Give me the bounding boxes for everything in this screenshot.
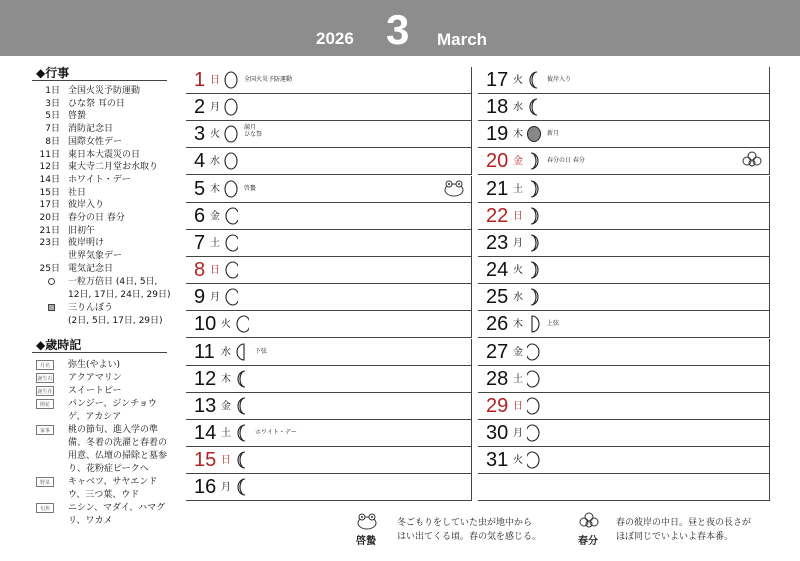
day-number: 29 [486, 394, 509, 417]
saijiki-text: ニシン、マダイ、ハマグリ、ワカメ [68, 503, 166, 526]
day-row[interactable] [478, 121, 770, 148]
moon-phase-icon [527, 315, 541, 333]
saijiki-title: ◆歳時記 [36, 338, 82, 352]
day-row[interactable] [186, 311, 472, 338]
footer-left-line1: 冬ごもりをしていた虫が地中から [397, 518, 533, 528]
moon-phase-icon [224, 261, 238, 279]
month-number: 3 [386, 6, 410, 53]
weekday-label: 金 [210, 210, 220, 222]
event-text: ひな祭 耳の日 [68, 98, 125, 109]
weekday-label: 木 [513, 319, 523, 331]
day-number: 24 [486, 259, 509, 282]
weekday-label: 木 [210, 183, 220, 195]
flower-icon [741, 151, 763, 169]
moon-phase-icon [527, 451, 541, 469]
day-row[interactable] [186, 420, 472, 447]
day-row[interactable] [186, 148, 472, 175]
day-number: 4 [194, 150, 206, 173]
day-number: 15 [194, 449, 217, 472]
saijiki-tag: 家事 [36, 425, 54, 435]
frog-icon [443, 179, 465, 197]
weekday-label: 木 [221, 373, 231, 385]
footer-left-label: 啓蟄 [356, 536, 376, 547]
mark-row [32, 276, 172, 289]
day-number: 12 [194, 367, 217, 390]
weekday-label: 火 [513, 455, 523, 467]
event-row [32, 98, 172, 111]
event-day: 5日 [45, 111, 60, 122]
moon-phase-icon [527, 152, 541, 170]
day-row[interactable] [478, 447, 770, 474]
moon-phase-icon [235, 424, 249, 442]
day-row[interactable] [478, 176, 770, 203]
day-row[interactable] [478, 148, 770, 175]
day-number: 20 [486, 150, 509, 173]
event-day: 23日 [39, 238, 60, 249]
event-day: 3日 [45, 98, 60, 109]
event-day: 25日 [39, 263, 60, 274]
day-row[interactable] [186, 203, 472, 230]
moon-phase-icon [224, 288, 238, 306]
event-row [32, 212, 172, 225]
day-number: 31 [486, 449, 509, 472]
weekday-label: 水 [210, 156, 220, 168]
weekday-label: 日 [513, 400, 523, 412]
day-row[interactable] [186, 176, 472, 203]
saijiki-text: パンジー、ジンチョウゲ、アカシア [68, 399, 157, 422]
event-text: 電気記念日 [68, 263, 114, 274]
moon-phase-icon [224, 180, 238, 198]
moon-phase-icon [235, 451, 249, 469]
day-number: 21 [486, 177, 509, 200]
weekday-label: 金 [513, 346, 523, 358]
moon-phase-icon [527, 370, 541, 388]
event-text: 東日本大震災の日 [68, 149, 141, 160]
event-text: 彼岸明け [68, 238, 105, 249]
frog-icon [356, 512, 378, 530]
saijiki-text: アクアマリン [68, 373, 122, 383]
mark-line1: 一粒万倍日 (4日, 5日, [68, 277, 158, 287]
day-number: 13 [194, 394, 217, 417]
event-text: 全国火災予防運動 [68, 86, 141, 96]
day-row[interactable] [478, 339, 770, 366]
moon-phase-icon [224, 234, 238, 252]
day-row[interactable] [186, 393, 472, 420]
day-number: 28 [486, 367, 509, 390]
saijiki-tag: 月名 [36, 360, 54, 370]
day-note: ホワイト・デー [255, 428, 297, 436]
day-row[interactable] [478, 67, 770, 94]
day-number: 1 [194, 69, 206, 91]
moon-phase-icon [527, 98, 541, 116]
event-text: ホワイト・デー [68, 174, 131, 185]
weekday-label: 日 [210, 75, 220, 86]
day-row[interactable] [478, 393, 770, 420]
moon-phase-icon [527, 397, 541, 415]
moon-phase-icon [224, 207, 238, 225]
weekday-label: 月 [210, 292, 220, 304]
moon-phase-icon [527, 207, 541, 225]
event-day: 11日 [39, 149, 60, 160]
event-row [32, 199, 172, 212]
day-number: 5 [194, 177, 206, 200]
saijiki-text: キャベツ、サヤエンドウ、三つ葉、ウド [68, 477, 158, 500]
event-row [32, 85, 172, 98]
day-number: 22 [486, 204, 509, 227]
saijiki-tag: 旬魚 [36, 503, 54, 513]
event-row [32, 187, 172, 200]
event-text: 東大寺二月堂お水取り [68, 162, 159, 173]
weekday-label: 土 [513, 183, 523, 195]
day-number: 11 [194, 340, 215, 363]
weekday-label: 火 [513, 265, 523, 277]
event-row [32, 225, 172, 238]
day-row[interactable] [186, 474, 472, 501]
day-number: 3 [194, 123, 206, 146]
events-divider [32, 80, 167, 81]
weekday-label: 日 [513, 210, 523, 222]
saijiki-divider [32, 352, 167, 353]
day-number: 16 [194, 476, 217, 499]
weekday-label: 月 [210, 102, 220, 114]
day-number: 8 [194, 259, 206, 282]
day-number: 30 [486, 421, 509, 444]
saijiki-tag: 開花 [36, 399, 54, 409]
moon-phase-icon [527, 288, 541, 306]
mark-line1: 三りんぼう [68, 303, 114, 313]
events-title: ◆行事 [36, 66, 70, 80]
circle-mark-icon [48, 278, 55, 285]
day-note: 上弦 [547, 320, 560, 328]
day-row[interactable] [186, 121, 472, 148]
mark-line2: 12日, 17日, 24日, 29日) [68, 290, 171, 300]
day-row[interactable] [478, 203, 770, 230]
day-row[interactable] [478, 94, 770, 121]
moon-phase-icon [527, 71, 541, 89]
day-note: 彼岸入り [547, 76, 572, 83]
day-row[interactable] [186, 447, 472, 474]
moon-phase-icon [235, 478, 249, 496]
day-note: 下弦 [255, 347, 268, 355]
event-text: 社日 [68, 187, 87, 198]
mark-line2: (2日, 5日, 17日, 29日) [68, 316, 163, 326]
event-text: 世界気象デー [68, 251, 123, 262]
flower-icon [578, 512, 600, 530]
day-row[interactable] [186, 94, 472, 121]
moon-phase-icon [235, 397, 249, 415]
weekday-label: 水 [513, 102, 523, 114]
saijiki-text: 桃の節句、進入学の準備、冬着の洗濯と春着の用意、仏壇の掃除と墓参り、花粉症ピークへ [68, 425, 168, 474]
header-band [0, 0, 800, 56]
saijiki-text: 弥生(やよい) [68, 360, 121, 370]
event-row [32, 136, 172, 149]
event-row [32, 149, 172, 162]
event-row [32, 174, 172, 187]
weekday-label: 火 [210, 129, 220, 141]
weekday-label: 土 [221, 427, 231, 439]
weekday-label: 土 [210, 237, 220, 249]
day-number: 7 [194, 231, 206, 254]
footer-left-line2: はい出てくる頃。春の気を感じる。 [397, 532, 542, 542]
event-day: 12日 [39, 162, 60, 173]
moon-phase-icon [235, 315, 249, 333]
day-number: 27 [486, 340, 509, 363]
day-number: 10 [194, 313, 217, 336]
event-day: 1日 [45, 86, 60, 96]
day-number: 23 [486, 231, 509, 254]
day-note: 満月 ひな祭 [244, 124, 263, 139]
day-number: 25 [486, 286, 509, 309]
event-row [32, 237, 172, 250]
day-note: 春分の日 春分 [547, 157, 585, 165]
day-row[interactable] [478, 284, 770, 311]
day-row[interactable] [478, 230, 770, 257]
event-text: 春分の日 春分 [68, 213, 125, 223]
moon-phase-icon [224, 125, 238, 143]
weekday-label: 金 [513, 156, 523, 168]
mark-row-cont [32, 315, 172, 328]
weekday-label: 月 [513, 427, 523, 439]
month-name: March [437, 30, 488, 49]
event-day: 17日 [39, 200, 60, 211]
day-row[interactable] [478, 366, 770, 393]
saijiki-tag: 誕生石 [36, 373, 54, 383]
weekday-label: 日 [210, 265, 220, 277]
day-note: 啓蟄 [244, 184, 257, 192]
day-row[interactable] [186, 366, 472, 393]
moon-phase-icon [527, 424, 541, 442]
event-text: 消防記念日 [68, 124, 114, 135]
day-row[interactable] [186, 230, 472, 257]
event-day: 15日 [39, 187, 60, 198]
weekday-label: 日 [221, 455, 231, 467]
day-row[interactable] [186, 257, 472, 284]
day-number: 6 [194, 204, 206, 227]
event-day: 21日 [39, 225, 60, 236]
event-text: 彼岸入り [68, 200, 105, 211]
day-row[interactable] [186, 339, 472, 366]
moon-phase-icon [527, 343, 541, 361]
day-row[interactable] [478, 420, 770, 447]
event-day: 14日 [39, 174, 60, 185]
day-number: 2 [194, 96, 206, 119]
moon-phase-icon [527, 234, 541, 252]
saijiki-tag: 野菜 [36, 477, 54, 487]
day-number: 26 [486, 313, 509, 336]
day-row[interactable] [478, 311, 770, 338]
footer-right-line1: 春の彼岸の中日。昼と夜の長さが [616, 518, 752, 528]
square-mark-icon [48, 304, 55, 311]
event-row [32, 110, 172, 123]
event-row [32, 250, 172, 263]
day-number: 9 [194, 286, 206, 309]
weekday-label: 水 [221, 346, 231, 358]
day-note: 全国火災予防運動 [244, 76, 293, 83]
day-number: 14 [194, 421, 217, 444]
mark-row-cont [32, 289, 172, 302]
moon-phase-icon [527, 180, 541, 198]
event-text: 国際女性デー [68, 136, 123, 147]
moon-phase-icon [235, 370, 249, 388]
footer-right-line2: ほぼ同じでいよいよ春本番。 [616, 532, 734, 542]
day-row[interactable] [478, 257, 770, 284]
weekday-label: 月 [513, 237, 523, 249]
event-row [32, 161, 172, 174]
weekday-label: 火 [221, 319, 231, 331]
event-day: 7日 [45, 124, 60, 135]
year-label: 2026 [316, 29, 354, 48]
saijiki-tag: 誕生花 [36, 386, 54, 396]
moon-phase-icon [224, 98, 238, 116]
weekday-label: 月 [221, 482, 231, 494]
weekday-label: 木 [513, 129, 523, 141]
weekday-label: 火 [513, 75, 523, 86]
day-row[interactable] [186, 67, 472, 94]
mark-row [32, 302, 172, 315]
event-day: 20日 [39, 213, 60, 223]
day-row[interactable] [186, 284, 472, 311]
footer-right-label: 春分 [578, 536, 598, 547]
event-row [32, 123, 172, 136]
day-number: 17 [486, 69, 509, 91]
weekday-label: 土 [513, 373, 523, 385]
weekday-label: 金 [221, 400, 231, 412]
event-text: 啓蟄 [68, 111, 87, 122]
day-note: 新月 [547, 130, 560, 138]
moon-phase-icon [235, 343, 249, 361]
event-day: 8日 [45, 136, 60, 147]
moon-phase-icon [224, 152, 238, 170]
day-number: 18 [486, 96, 509, 119]
saijiki-text: スイートピー [68, 386, 122, 396]
event-text: 旧初午 [68, 225, 96, 236]
empty-row [478, 474, 770, 501]
moon-phase-icon [527, 261, 541, 279]
weekday-label: 水 [513, 292, 523, 304]
day-number: 19 [486, 123, 509, 146]
moon-phase-icon [224, 71, 238, 89]
moon-phase-icon [527, 125, 541, 143]
event-row [32, 263, 172, 276]
